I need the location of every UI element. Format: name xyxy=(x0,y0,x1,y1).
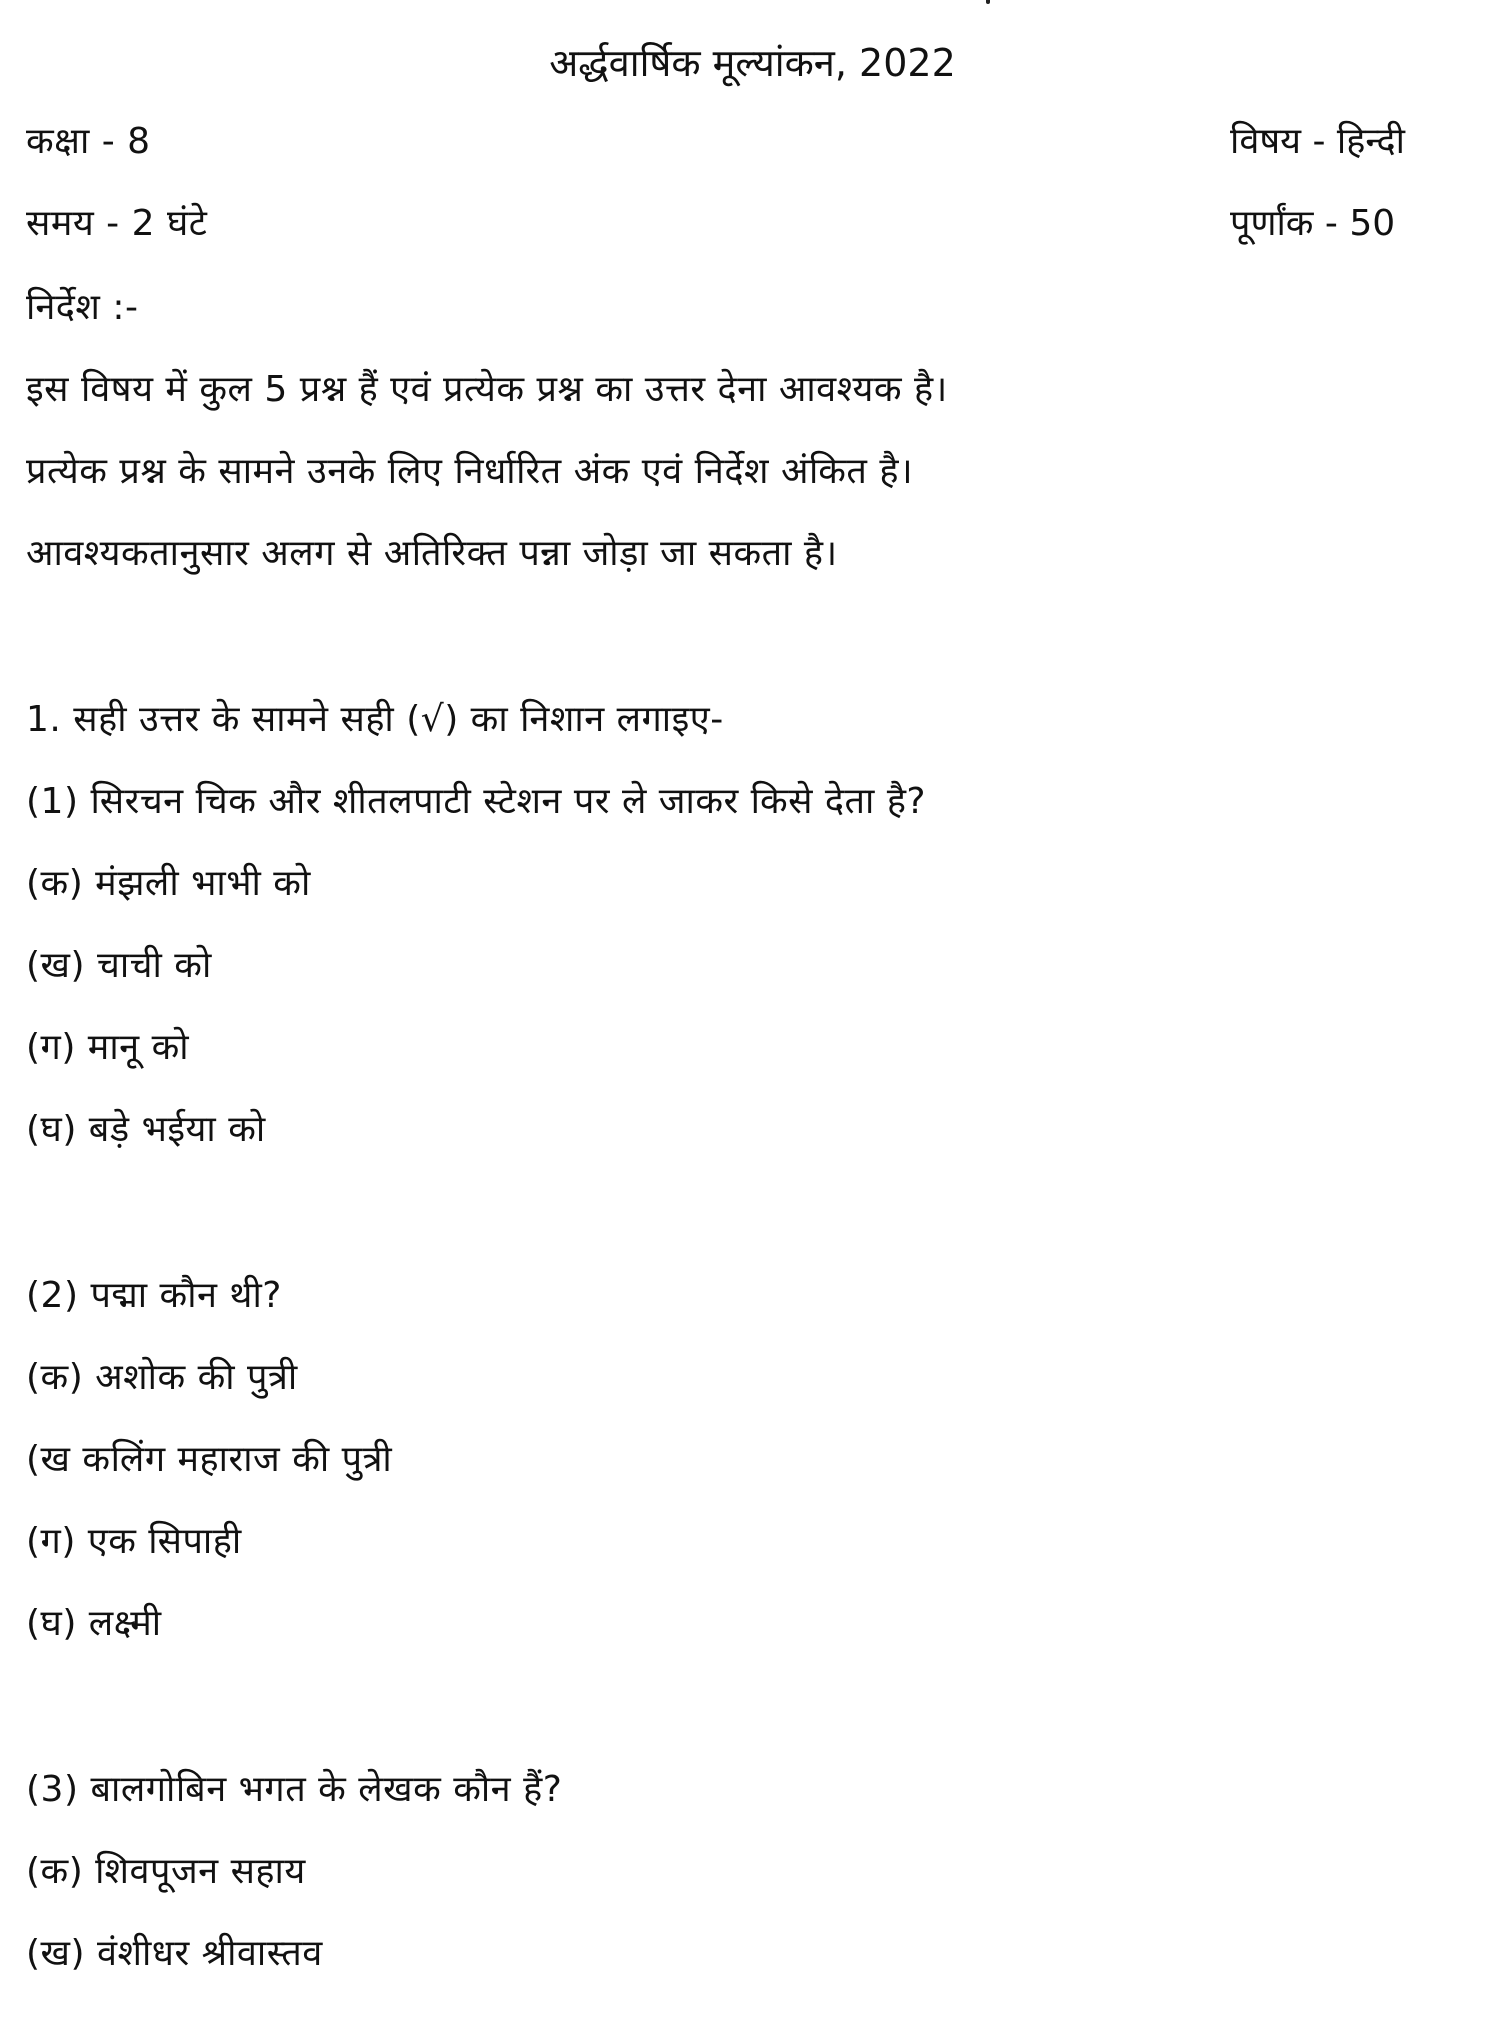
question-2: (2) पद्मा कौन थी? xyxy=(26,1275,282,1316)
question-2-option: (ग) एक सिपाही xyxy=(26,1521,242,1562)
instruction-item: प्रत्येक प्रश्न के सामने उनके लिए निर्धारित अंक एवं निर्देश अंकित है। xyxy=(26,451,914,492)
instruction-item: इस विषय में कुल 5 प्रश्न हैं एवं प्रत्येक प्रश्न का उत्तर देना आवश्यक है। xyxy=(26,369,948,410)
question-1-option: (घ) बड़े भईया को xyxy=(26,1109,266,1150)
question-1-option: (क) मंझली भाभी को xyxy=(26,863,311,904)
top-edge-mark xyxy=(986,0,990,4)
instruction-item: आवश्यकतानुसार अलग से अतिरिक्त पन्ना जोड़ा जा सकता है। xyxy=(26,533,838,574)
question-1-option: (ग) मानू को xyxy=(26,1027,190,1068)
question-3-option: (क) शिवपूजन सहाय xyxy=(26,1851,306,1892)
time-label: समय - 2 घंटे xyxy=(26,203,208,244)
question-3: (3) बालगोबिन भगत के लेखक कौन हैं? xyxy=(26,1769,563,1810)
question-2-option: (घ) लक्ष्मी xyxy=(26,1603,162,1644)
section1-heading: 1. सही उत्तर के सामने सही (√) का निशान लगाइए- xyxy=(26,699,724,740)
question-1-option: (ख) चाची को xyxy=(26,945,212,986)
instructions-heading: निर्देश :- xyxy=(26,287,139,328)
question-2-option: (ख कलिंग महाराज की पुत्री xyxy=(26,1439,393,1480)
exam-title: अर्द्धवार्षिक मूल्यांकन, 2022 xyxy=(549,41,956,85)
question-1: (1) सिरचन चिक और शीतलपाटी स्टेशन पर ले जाकर किसे देता है? xyxy=(26,781,927,822)
subject-label: विषय - हिन्दी xyxy=(1230,121,1405,162)
question-2-option: (क) अशोक की पुत्री xyxy=(26,1357,298,1398)
question-3-option: (ख) वंशीधर श्रीवास्तव xyxy=(26,1933,323,1974)
marks-label: पूर्णांक - 50 xyxy=(1230,203,1396,244)
class-label: कक्षा - 8 xyxy=(26,121,151,162)
